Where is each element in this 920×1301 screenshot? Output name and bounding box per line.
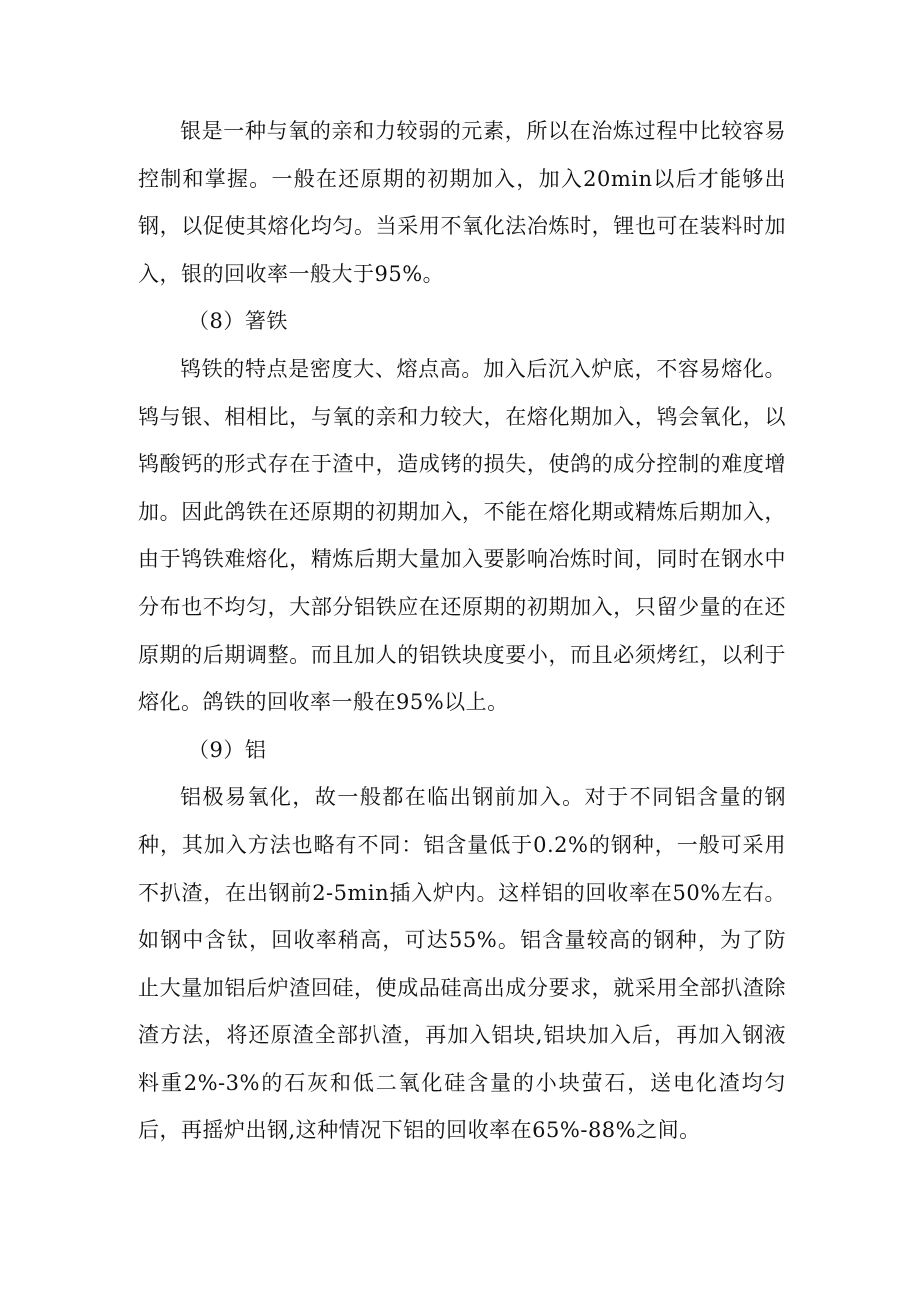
document-body [138,108,786,1155]
paragraph-tungsten: 鸨铁的特点是密度大、熔点高。加入后沉入炉底，不容易熔化。鸨与银、相相比，与氧的亲和力较大，在熔化期加入，鸨会氧化，以鸨酸钙的形式存在于渣中，造成铐的损失，使鸽的成分控制的难度增加。因此鸽铁在还原期的初期加入，不能在熔化期或精炼后期加入，由于鸨铁难熔化，精炼后期大量加入要影响冶炼时间，同时在钢水中分布也不均匀，大部分铝铁应在还原期的初期加入，只留少量的在还原期的后期调整。而且加人的铝铁块度要小，而且必须烤红，以利于熔化。鸽铁的回收率一般在95%以上。 [138,356,786,715]
paragraph-aluminum: 铝极易氧化，故一般都在临出钢前加入。对于不同铝含量的钢种，其加入方法也略有不同：铝含量低于0.2%的钢种，一般可采用不扒渣，在出钢前2-5min插入炉内。这样铝的回收率在50%左右。如钢中含钛，回收率稍高，可达55%。铝含量较高的钢种，为了防止大量加铝后炉渣回硅，使成品硅高出成分要求，就采用全部扒渣除渣方法，将还原渣全部扒渣，再加入铝块,铝块加入后，再加入钢液料重2%-3%的石灰和低二氧化硅含量的小块萤石，送电化渣均匀后，再摇炉出钢,这种情况下铝的回收率在65%-88%之间。 [138,785,786,1143]
paragraph-silver: 银是一种与氧的亲和力较弱的元素，所以在治炼过程中比较容易控制和掌握。一般在还原期的初期加入，加入20min以后才能够出钢，以促使其熔化均匀。当采用不氧化法冶炼时，锂也可在装料时加入，银的回收率一般大于95%。 [138,119,786,286]
section-heading-8: （8）箸铁 [188,309,288,334]
section-heading-9: （9）铝 [188,737,267,762]
